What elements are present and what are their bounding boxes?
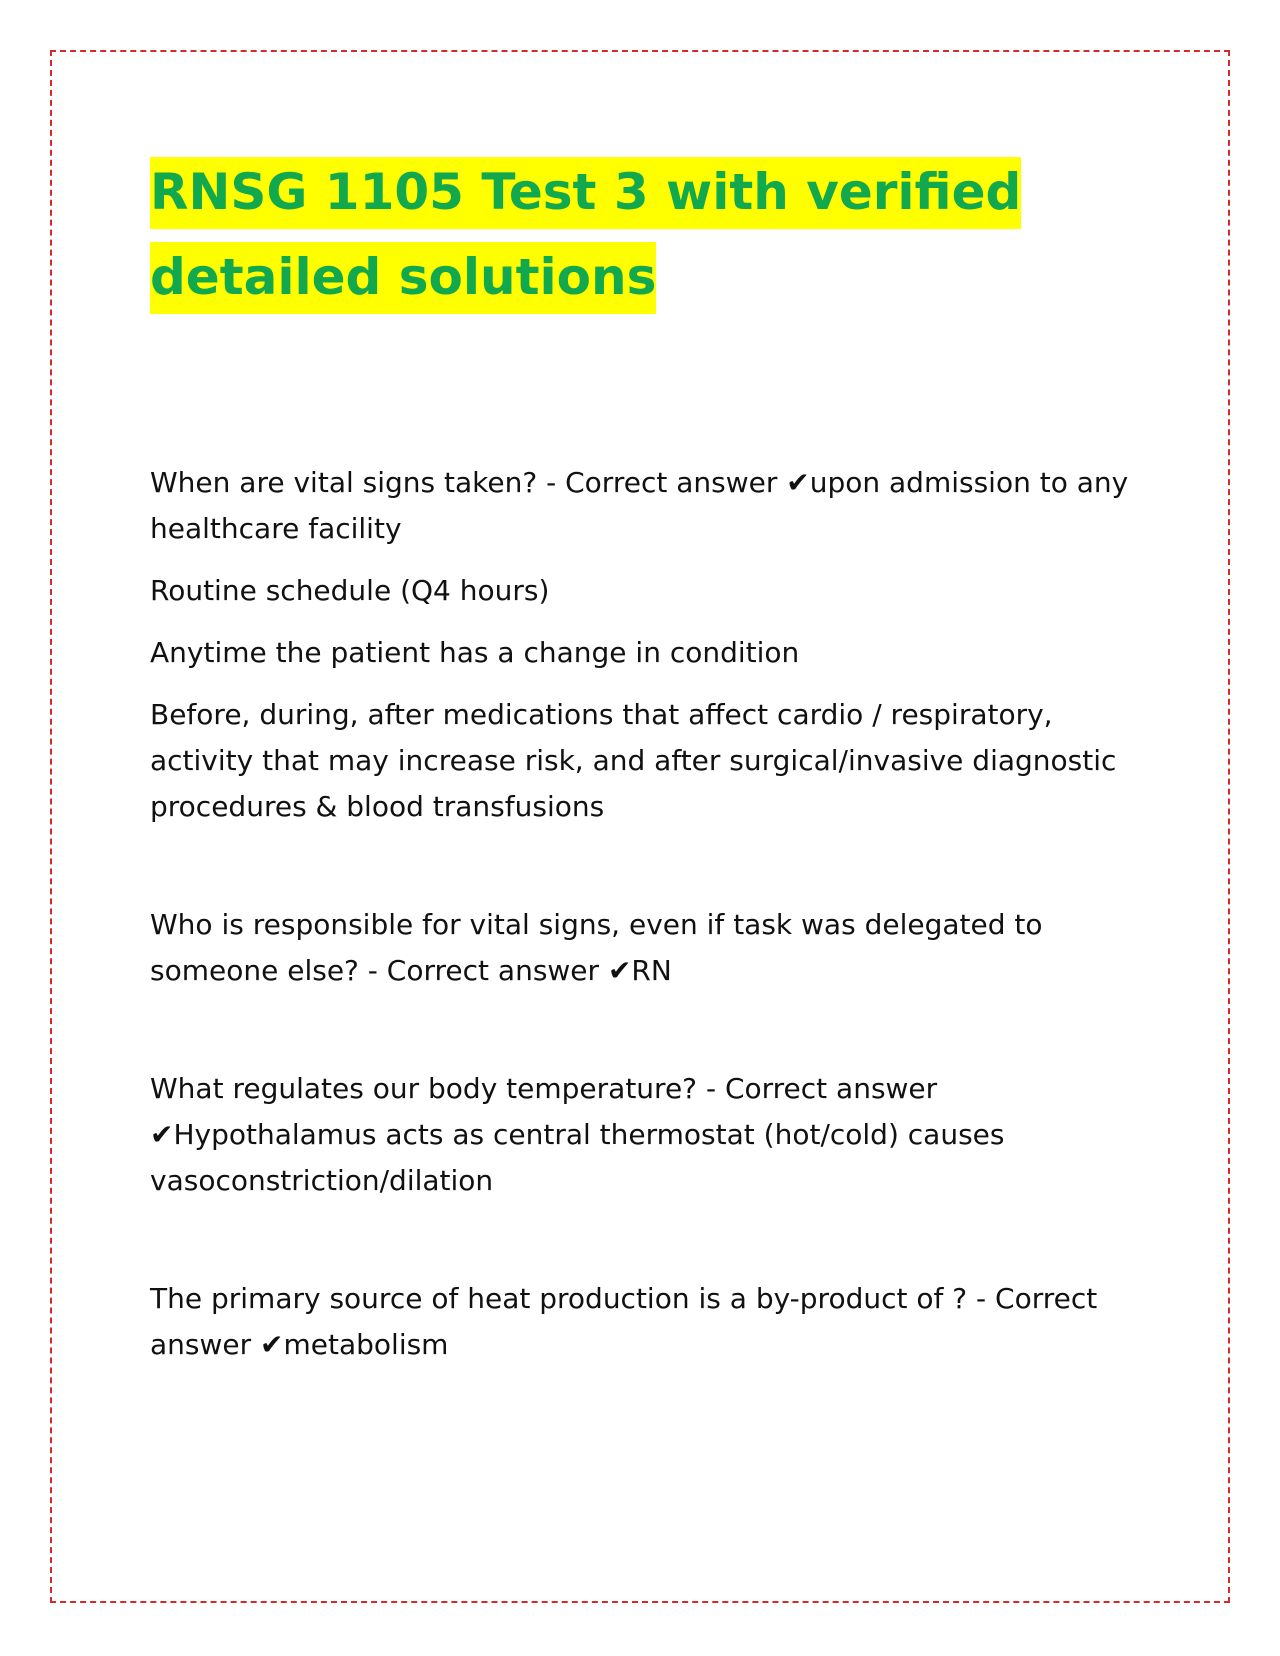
qa-extra-line: Anytime the patient has a change in condition bbox=[150, 636, 800, 669]
qa-text: What regulates our body temperature? - Correct answer ✔Hypothalamus acts as central thermostat (hot/cold) causes vasoconstriction/dilation bbox=[150, 1072, 1005, 1197]
qa-item-4 bbox=[150, 1276, 1140, 1368]
qa-text: The primary source of heat production is a by-product of ? - Correct answer ✔metabolism bbox=[150, 1282, 1098, 1361]
qa-item-2 bbox=[150, 902, 1140, 994]
qa-text: Who is responsible for vital signs, even if task was delegated to someone else? - Correct answer ✔RN bbox=[150, 908, 1043, 987]
qa-item-3 bbox=[150, 1066, 1140, 1204]
document-title bbox=[150, 150, 1140, 320]
title-line-1: RNSG 1105 Test 3 with verified bbox=[150, 157, 1021, 229]
qa-item-1 bbox=[150, 460, 1140, 830]
qa-text: When are vital signs taken? - Correct answer ✔upon admission to any healthcare facility bbox=[150, 466, 1129, 545]
qa-extra-line: Before, during, after medications that affect cardio / respiratory, activity that may increase risk, and after surgical/invasive diagnostic procedures & blood transfusions bbox=[150, 698, 1117, 823]
qa-extra-line: Routine schedule (Q4 hours) bbox=[150, 574, 550, 607]
title-line-2: detailed solutions bbox=[150, 242, 656, 314]
qa-list bbox=[150, 460, 1140, 1368]
document-content bbox=[150, 150, 1140, 1440]
